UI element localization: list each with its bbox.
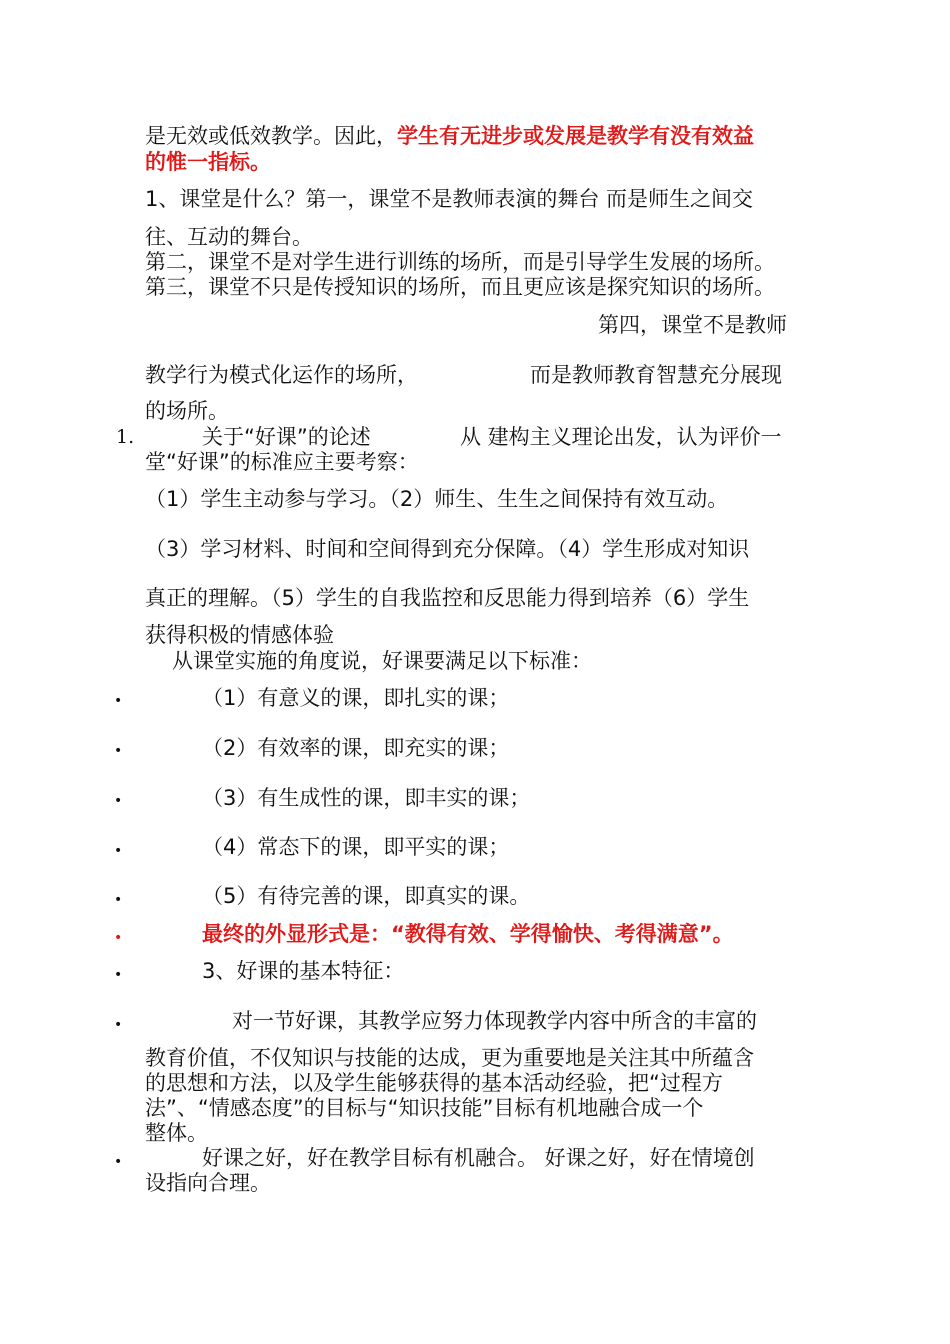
closing-line: 好课之好，好在教学目标有机融合。 好课之好，好在情境创 bbox=[202, 1146, 755, 1170]
highlight-line: 的惟一指标。 bbox=[145, 150, 271, 174]
feature-paragraph: 的思想和方法，以及学生能够获得的基本活动经验，把“过程方 bbox=[145, 1071, 723, 1095]
feature-paragraph: 整体。 bbox=[145, 1121, 208, 1145]
standard-item: （5）有待完善的课，即真实的课。 bbox=[202, 884, 531, 908]
criteria-line: （1）学生主动参与学习。（2）师生、生生之间保持有效互动。 bbox=[145, 487, 729, 511]
features-heading: 3、好课的基本特征： bbox=[202, 959, 405, 983]
criteria-line: 获得积极的情感体验 bbox=[145, 623, 334, 647]
bullet-icon: • bbox=[114, 693, 123, 709]
bullet-icon: • bbox=[114, 930, 123, 946]
text-plain: 是无效或低效教学。因此， bbox=[145, 124, 397, 148]
bullet-icon: • bbox=[114, 1017, 123, 1033]
classroom-fourth-cont-b: 而是教师教育智慧充分展现 bbox=[530, 363, 782, 387]
implementation-intro: 从课堂实施的角度说，好课要满足以下标准： bbox=[172, 649, 592, 673]
good-lesson-intro: 从 建构主义理论出发，认为评价一 bbox=[460, 425, 782, 449]
bullet-icon: • bbox=[114, 793, 123, 809]
bullet-icon: • bbox=[114, 743, 123, 759]
bullet-icon: • bbox=[114, 892, 123, 908]
feature-paragraph: 对一节好课，其教学应努力体现教学内容中所含的丰富的 bbox=[232, 1009, 757, 1033]
criteria-line: 真正的理解。（5）学生的自我监控和反思能力得到培养（6）学生 bbox=[145, 586, 750, 610]
good-lesson-title: 关于“好课”的论述 bbox=[202, 425, 371, 449]
feature-paragraph: 法”、“情感态度”的目标与“知识技能”目标有机地融合成一个 bbox=[145, 1096, 704, 1120]
classroom-first: 1、课堂是什么？第一，课堂不是教师表演的舞台 而是师生之间交 bbox=[145, 187, 754, 211]
classroom-second: 第二，课堂不是对学生进行训练的场所，而是引导学生发展的场所。 bbox=[145, 250, 775, 274]
standard-item: （2）有效率的课，即充实的课； bbox=[202, 736, 510, 760]
standard-item: （4）常态下的课，即平实的课； bbox=[202, 835, 510, 859]
classroom-first-cont: 往、互动的舞台。 bbox=[145, 225, 313, 249]
standard-item: （1）有意义的课，即扎实的课； bbox=[202, 686, 510, 710]
classroom-fourth-end: 的场所。 bbox=[145, 399, 229, 423]
paragraph-line bbox=[145, 123, 754, 149]
bullet-icon: • bbox=[114, 843, 123, 859]
classroom-third: 第三，课堂不只是传授知识的场所，而且更应该是探究知识的场所。 bbox=[145, 275, 775, 299]
classroom-fourth: 第四，课堂不是教师 bbox=[598, 313, 787, 337]
criteria-line: （3）学习材料、时间和空间得到充分保障。（4）学生形成对知识 bbox=[145, 537, 750, 561]
standard-item: （3）有生成性的课，即丰实的课； bbox=[202, 786, 531, 810]
bullet-icon: • bbox=[114, 1154, 123, 1170]
list-number: 1. bbox=[116, 426, 135, 448]
good-lesson-intro-cont: 堂“好课”的标准应主要考察： bbox=[145, 450, 419, 474]
final-form-highlight: 最终的外显形式是：“教得有效、学得愉快、考得满意”。 bbox=[202, 922, 734, 946]
classroom-fourth-cont-a: 教学行为模式化运作的场所， bbox=[145, 363, 418, 387]
bullet-icon: • bbox=[114, 967, 123, 983]
highlight-text: 学生有无进步或发展是教学有没有效益 bbox=[397, 124, 754, 148]
feature-paragraph: 教育价值，不仅知识与技能的达成，更为重要地是关注其中所蕴含 bbox=[145, 1046, 754, 1070]
closing-line: 设指向合理。 bbox=[145, 1171, 271, 1195]
